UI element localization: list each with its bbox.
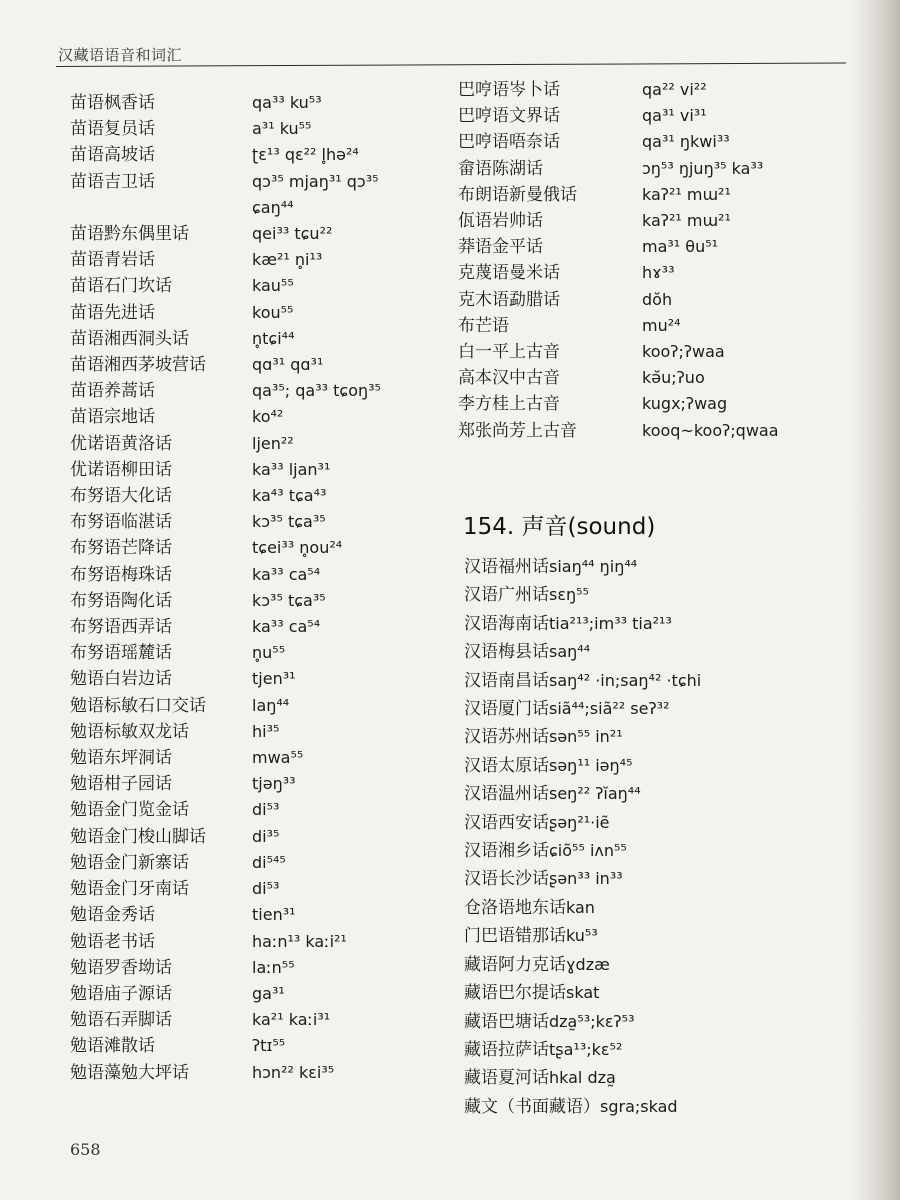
section-heading	[463, 508, 655, 541]
word-form: kɔ³⁵ tɕa³⁵	[252, 512, 326, 532]
language-name: 布朗语新曼俄话	[458, 184, 577, 205]
word-form: n̥tɕi⁴⁴	[252, 328, 295, 348]
entry-row	[458, 156, 858, 182]
language-name: 苗语宗地话	[70, 407, 155, 428]
entry-row	[458, 77, 858, 103]
entry-row	[70, 535, 440, 561]
language-name: 勉语藻勉大坪话	[70, 1062, 189, 1083]
word-form: mu²⁴	[642, 315, 681, 335]
language-name: 布努语临湛话	[70, 512, 172, 533]
language-name: 优诺语黄洛话	[70, 433, 172, 454]
language-name: 布努语大化话	[70, 486, 172, 507]
language-name: 汉语湘乡话	[464, 841, 549, 862]
language-name: 汉语福州话	[464, 557, 549, 577]
word-form: skat	[566, 983, 600, 1003]
entry-row	[70, 195, 440, 221]
word-form: n̥u⁵⁵	[252, 643, 286, 663]
entry-row	[458, 103, 858, 129]
entry-row	[464, 610, 864, 638]
language-name: 苗语先进话	[70, 302, 155, 323]
word-form: ɕiõ⁵⁵ iʌn⁵⁵	[549, 841, 627, 861]
word-form: qa²² vi²²	[642, 80, 707, 99]
language-name: 白一平上古音	[458, 342, 560, 363]
word-form: ʂən³³ in³³	[549, 869, 623, 889]
entry-row	[70, 352, 440, 378]
entry-row	[464, 922, 864, 950]
entry-row	[458, 182, 858, 208]
entry-row	[70, 457, 440, 483]
language-name: 藏语阿力克话	[464, 954, 566, 975]
language-name: 勉语白岩边话	[70, 669, 172, 690]
entry-row	[464, 1093, 864, 1121]
right-column-bottom	[464, 553, 864, 1121]
entry-row	[464, 1008, 864, 1036]
language-name: 布努语西弄话	[70, 617, 172, 638]
word-form: səŋ¹¹ iəŋ⁴⁵	[549, 755, 633, 775]
word-form: laːn⁵⁵	[252, 957, 295, 977]
language-name: 藏文（书面藏语）	[464, 1096, 600, 1117]
entry-row	[70, 902, 440, 928]
language-name: 汉语海南话	[464, 613, 549, 634]
word-form: di⁵³	[252, 800, 280, 820]
word-form: kɔ³⁵ tɕa³⁵	[252, 590, 326, 610]
word-form: tien³¹	[252, 905, 296, 925]
word-form: hɔn²² kɛi³⁵	[252, 1062, 335, 1082]
language-name: 李方桂上古音	[458, 394, 560, 415]
language-name: 优诺语柳田话	[70, 459, 172, 480]
entry-row	[458, 365, 858, 391]
language-name: 苗语枫香话	[70, 93, 155, 113]
word-form: qa³⁵; qa³³ tɕoŋ³⁵	[252, 381, 381, 401]
language-name: 苗语黔东偶里话	[70, 224, 189, 245]
language-name: 藏语巴塘话	[464, 1011, 549, 1032]
word-form: siaŋ⁴⁴ ŋiŋ⁴⁴	[549, 557, 638, 576]
language-name: 布芒语	[458, 315, 509, 336]
entry-row	[458, 208, 858, 234]
word-form: kaʔ²¹ mɯ²¹	[642, 184, 731, 204]
word-form: haːn¹³ kaːi²¹	[252, 931, 347, 951]
entry-row	[458, 260, 858, 286]
word-form: kǝ̆u;ʔuo	[642, 368, 705, 388]
entry-row	[70, 588, 440, 614]
language-name: 勉语金门览金话	[70, 800, 189, 821]
entry-row	[464, 837, 864, 865]
word-form: ɔŋ⁵³ ŋjuŋ³⁵ ka³³	[642, 158, 764, 178]
entry-row	[70, 693, 440, 719]
page-number: 658	[70, 1140, 101, 1159]
word-form: qa³¹ ŋkwi³³	[642, 132, 730, 152]
language-name: 勉语金门新寨话	[70, 852, 189, 873]
word-form: kaʔ²¹ mɯ²¹	[642, 211, 731, 231]
language-name: 布努语瑶麓话	[70, 643, 172, 664]
entry-row	[464, 809, 864, 837]
entry-row	[70, 326, 440, 352]
entry-row	[464, 979, 864, 1007]
language-name: 布努语梅珠话	[70, 564, 172, 585]
word-form: sɛŋ⁵⁵	[549, 585, 589, 605]
entry-row	[464, 553, 864, 581]
word-form: ʈɛ¹³ qɛ²² l̥hə²⁴	[252, 145, 359, 165]
entry-row	[70, 90, 440, 116]
word-form: tʂa¹³;kɛ⁵²	[549, 1039, 623, 1059]
language-name: 汉语西安话	[464, 812, 549, 833]
entry-row	[70, 771, 440, 797]
entry-row	[70, 1060, 440, 1086]
language-name: 勉语东坪洞话	[70, 748, 172, 769]
entry-row	[464, 865, 864, 893]
word-form: di⁵⁴⁵	[252, 852, 286, 872]
entry-row	[70, 116, 440, 142]
entry-row	[70, 824, 440, 850]
entry-row	[464, 581, 864, 609]
word-form: ʔtɪ⁵⁵	[252, 1036, 286, 1056]
entry-row	[70, 981, 440, 1007]
language-name: 巴哼语岑卜话	[458, 80, 560, 100]
language-name: 汉语南昌话	[464, 670, 549, 691]
word-form: hɤ³³	[642, 263, 675, 283]
language-name: 苗语高坡话	[70, 145, 155, 166]
entry-row	[464, 752, 864, 780]
word-form: sgra;skad	[600, 1096, 678, 1116]
entry-row	[70, 273, 440, 299]
section-number: 154.	[463, 514, 515, 540]
word-form: mwa⁵⁵	[252, 748, 304, 768]
entry-row	[70, 562, 440, 588]
language-name: 佤语岩帅话	[458, 211, 543, 232]
entry-row	[70, 640, 440, 666]
word-form: saŋ⁴⁴	[549, 642, 591, 662]
word-form: kugx;ʔwag	[642, 394, 728, 414]
entry-row	[70, 431, 440, 457]
right-column-top	[458, 77, 858, 444]
entry-row	[70, 666, 440, 692]
entry-row	[464, 1064, 864, 1092]
entry-row	[70, 719, 440, 745]
word-form: ka³³ ca⁵⁴	[252, 617, 321, 637]
word-form: ma³¹ θu⁵¹	[642, 237, 719, 257]
language-name: 勉语标敏石口交话	[70, 695, 206, 716]
entry-row	[464, 723, 864, 751]
word-form: ka⁴³ tɕa⁴³	[252, 486, 327, 506]
word-form: sən⁵⁵ in²¹	[549, 727, 623, 747]
language-name: 苗语石门坎话	[70, 276, 172, 297]
word-form: hi³⁵	[252, 721, 280, 741]
language-name: 勉语石弄脚话	[70, 1010, 172, 1031]
entry-row	[70, 378, 440, 404]
word-form: qa³³ ku⁵³	[252, 93, 322, 112]
word-form: qa³¹ vi³¹	[642, 106, 707, 126]
language-name: 汉语太原话	[464, 755, 549, 776]
language-name: 仓洛语地东话	[464, 897, 566, 918]
entry-row	[70, 1033, 440, 1059]
word-form: tɕei³³ n̥ou²⁴	[252, 538, 343, 558]
entry-row	[70, 929, 440, 955]
word-form: ljen²²	[252, 433, 294, 453]
language-name: 汉语苏州话	[464, 727, 549, 748]
word-form: kæ²¹ n̥i¹³	[252, 250, 323, 270]
word-form: ka³³ ljan³¹	[252, 459, 331, 479]
entry-row	[458, 129, 858, 155]
entry-row	[70, 745, 440, 771]
entry-row	[70, 509, 440, 535]
language-name: 勉语金秀话	[70, 905, 155, 926]
word-form: tjəŋ³³	[252, 774, 296, 794]
entry-row	[70, 483, 440, 509]
language-name: 勉语滩散话	[70, 1036, 155, 1057]
running-head: 汉藏语语音和词汇	[58, 46, 183, 64]
word-form: saŋ⁴² ·in;saŋ⁴² ·tɕhi	[549, 670, 702, 690]
entry-row	[464, 638, 864, 666]
section-title: 声音(sound)	[521, 514, 656, 540]
language-name: 畲语陈湖话	[458, 158, 543, 179]
entry-row	[70, 1007, 440, 1033]
entry-row	[70, 404, 440, 430]
word-form: tia²¹³;im³³ tia²¹³	[549, 613, 672, 633]
language-name: 苗语湘西茅坡营话	[70, 355, 206, 376]
language-name: 布努语芒降话	[70, 538, 172, 559]
word-form: seŋ²² ʔĭaŋ⁴⁴	[549, 784, 641, 804]
entry-row	[458, 418, 858, 444]
entry-row	[458, 234, 858, 260]
entry-row	[458, 313, 858, 339]
word-form: dŏh	[642, 289, 673, 309]
language-name: 勉语金门牙南话	[70, 879, 189, 900]
entry-row	[70, 142, 440, 168]
language-name: 门巴语错那话	[464, 926, 566, 947]
language-name: 汉语长沙话	[464, 869, 549, 890]
language-name: 苗语养蒿话	[70, 381, 155, 402]
word-form: ka³³ ca⁵⁴	[252, 564, 321, 584]
word-form: ga³¹	[252, 983, 285, 1003]
entry-row	[458, 391, 858, 417]
language-name: 汉语温州话	[464, 784, 549, 805]
entry-row	[70, 169, 440, 195]
word-form: ka²¹ kaːi³¹	[252, 1010, 331, 1030]
word-form: hkal dza̰	[549, 1068, 616, 1088]
word-form: ɕaŋ⁴⁴	[252, 197, 294, 217]
entry-row	[70, 797, 440, 823]
language-name: 巴哼语唔奈话	[458, 132, 560, 153]
language-name: 莽语金平话	[458, 237, 543, 258]
language-name: 藏语巴尔提话	[464, 983, 566, 1004]
word-form: ku⁵³	[566, 926, 598, 946]
word-form: ʂəŋ²¹·iẽ	[549, 812, 610, 832]
language-name: 汉语厦门话	[464, 699, 549, 720]
language-name: 藏语拉萨话	[464, 1039, 549, 1060]
entry-row	[464, 951, 864, 979]
language-name: 勉语金门梭山脚话	[70, 826, 206, 847]
language-name: 克木语勐腊话	[458, 289, 560, 310]
language-name: 勉语老书话	[70, 931, 155, 952]
word-form: laŋ⁴⁴	[252, 695, 290, 715]
entry-row	[70, 850, 440, 876]
entry-row	[458, 339, 858, 365]
language-name: 勉语柑子园话	[70, 774, 172, 795]
language-name: 汉语广州话	[464, 585, 549, 606]
word-form: kau⁵⁵	[252, 276, 294, 296]
language-name: 藏语夏河话	[464, 1068, 549, 1089]
word-form: a³¹ ku⁵⁵	[252, 119, 312, 139]
word-form: kooq~kooʔ;qwaa	[642, 420, 779, 440]
language-name: 巴哼语文界话	[458, 106, 560, 127]
word-form: qɔ³⁵ mjaŋ³¹ qɔ³⁵	[252, 171, 379, 191]
entry-row	[70, 876, 440, 902]
language-name: 勉语罗香坳话	[70, 957, 172, 978]
language-name: 苗语青岩话	[70, 250, 155, 271]
entry-row	[70, 247, 440, 273]
language-name: 克蔑语曼米话	[458, 263, 560, 284]
word-form: ɣdzæ	[566, 954, 610, 974]
left-column	[70, 90, 440, 1086]
word-form: kooʔ;ʔwaa	[642, 342, 725, 362]
entry-row	[464, 1036, 864, 1064]
word-form: kou⁵⁵	[252, 302, 294, 322]
word-form: di⁵³	[252, 879, 280, 899]
entry-row	[458, 287, 858, 313]
word-form: dza̰⁵³;kɛʔ⁵³	[549, 1011, 635, 1031]
word-form: kan	[566, 897, 595, 917]
word-form: tjen³¹	[252, 669, 296, 689]
language-name: 苗语湘西洞头话	[70, 328, 189, 349]
entry-row	[70, 221, 440, 247]
entry-row	[464, 894, 864, 922]
entry-row	[464, 780, 864, 808]
language-name: 汉语梅县话	[464, 642, 549, 663]
word-form: qɑ³¹ qɑ³¹	[252, 355, 324, 375]
language-name: 勉语庙子源话	[70, 983, 172, 1004]
language-name: 高本汉中古音	[458, 368, 560, 389]
entry-row	[464, 667, 864, 695]
language-name: 布努语陶化话	[70, 590, 172, 611]
language-name: 郑张尚芳上古音	[458, 420, 577, 441]
entry-row	[464, 695, 864, 723]
word-form: qei³³ tɕu²²	[252, 224, 333, 244]
word-form: di³⁵	[252, 826, 280, 846]
language-name: 苗语吉卫话	[70, 171, 155, 192]
entry-row	[70, 955, 440, 981]
entry-row	[70, 300, 440, 326]
word-form: siã⁴⁴;siã²² seʔ³²	[549, 699, 670, 719]
language-name: 苗语复员话	[70, 119, 155, 140]
language-name: 勉语标敏双龙话	[70, 721, 189, 742]
word-form: ko⁴²	[252, 407, 284, 427]
entry-row	[70, 614, 440, 640]
